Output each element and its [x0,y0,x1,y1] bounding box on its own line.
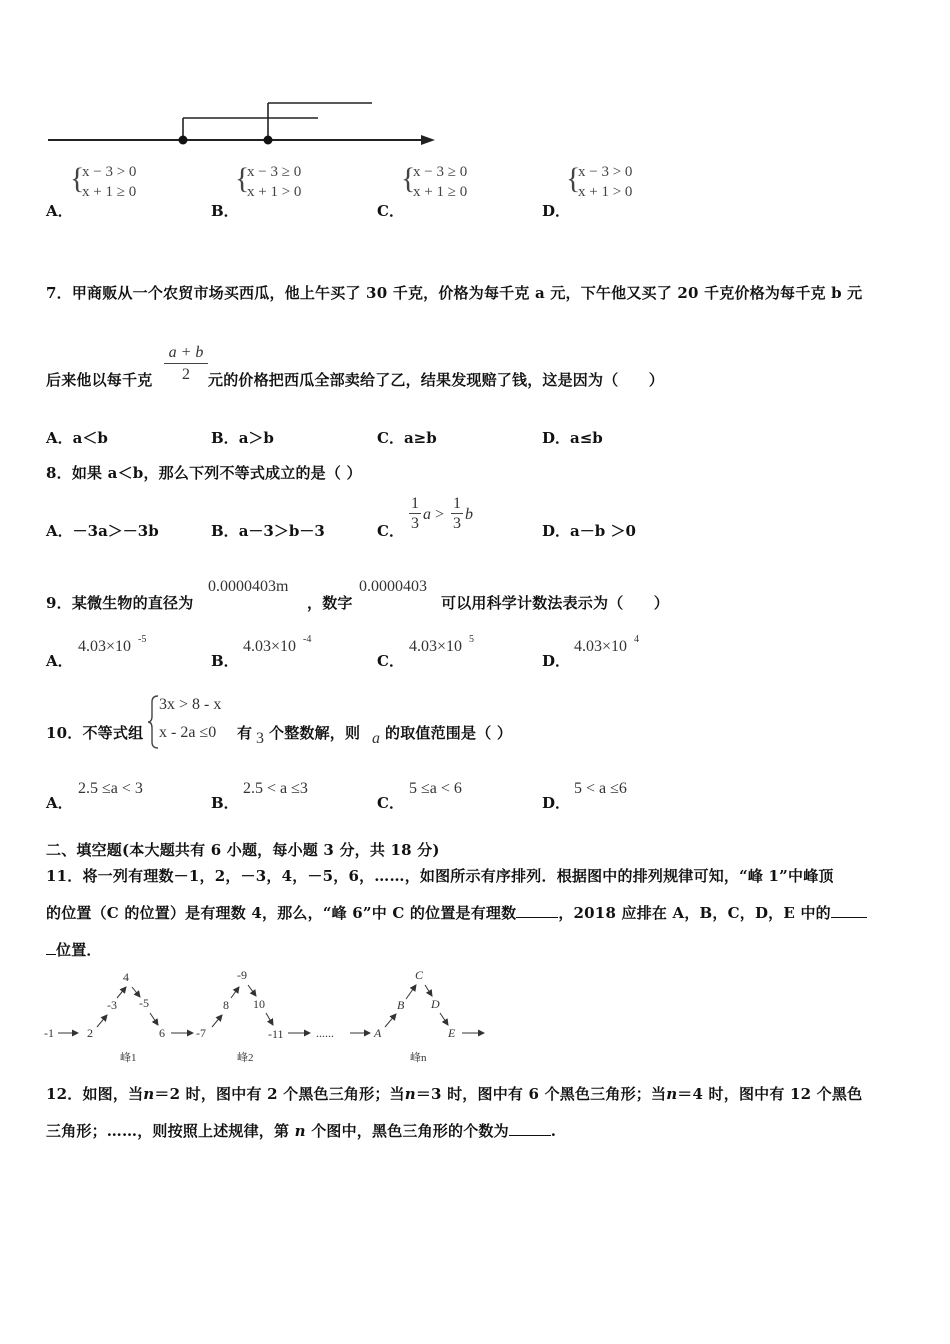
q7-option-b[interactable] [211,427,274,448]
peak-sequence-figure [40,965,490,1065]
seq-arrow [440,1013,448,1025]
q12-var-n: n [404,1085,416,1103]
q10-stem-pre: 10．不等式组 [46,724,144,742]
q9-stem-post: 可以用科学计数法表示为（ ） [441,594,670,612]
option-label: C． [377,522,404,540]
option-label: C． [377,652,404,670]
inequality-line-2: x + 1 ≥ 0 [413,184,468,200]
q12-text: ＝4 时，图中有 12 个黑色 [677,1085,863,1103]
q12-text: 个图中，黑色三角形的个数为 [311,1122,509,1140]
inequality-line-2: x + 1 ≥ 0 [82,184,137,200]
option-label: A． [46,794,73,812]
q10-stem-mid2: 个整数解，则 [269,724,361,742]
seq-arrow [231,987,239,998]
brace-icon: { [235,162,250,195]
option-text: a－b ＞0 [570,522,636,540]
option-label: C． [377,202,404,220]
q10-count: 3 [256,730,264,747]
option-label: B． [211,794,239,812]
q11-stem-line-1: 11．将一列有理数－1，2，－3，4，－5，6，……，如图所示有序排列．根据图中的排列规律可知，“峰 1”中峰顶 [46,867,834,885]
seq-num: -11 [268,1027,284,1041]
q12-text: ＝3 时，图中有 6 个黑色三角形；当 [415,1085,667,1103]
option-label: B． [211,429,239,447]
brace-icon: { [70,162,85,195]
option-math: 2.5 ≤a < 3 [78,780,143,797]
sci-base: 4.03×10 [574,638,628,655]
filled-point-right [264,136,273,145]
option-text: a≤b [570,429,603,447]
brace-icon: { [566,162,581,195]
brace-icon: { [401,162,416,195]
q10-var-a: a [372,730,380,747]
q8-option-c[interactable] [377,494,497,540]
seq-num: -1 [44,1026,54,1040]
seq-num: -3 [107,998,117,1012]
sci-base: 4.03×10 [78,638,132,655]
fraction-one-third-a [409,494,421,534]
var-a: a [423,506,431,523]
q12-text: 三角形；……，则按照上述规律，第 [46,1122,290,1140]
option-label: A． [46,202,73,220]
fraction-denominator: 2 [182,366,190,383]
seq-num: 6 [159,1026,165,1040]
option-math: 5 < a ≤6 [574,780,627,797]
option-label: D． [542,522,571,540]
q7-option-d[interactable] [542,427,603,448]
q8-option-d[interactable] [542,520,636,541]
seq-arrow [385,1014,396,1027]
q12-var-n: n [294,1122,306,1140]
option-text: －3a＞－3b [72,522,159,540]
fraction-numerator: 1 [411,495,419,512]
number-line-arrowhead [421,135,435,145]
answer-blank[interactable] [509,1135,551,1136]
option-label: C． [377,429,404,447]
option-label: A． [46,652,73,670]
q11-text-pre: 的位置（C 的位置）是有理数 4，那么，“峰 6”中 C 的位置是有理数 [46,904,517,922]
option-math: 2.5 < a ≤3 [243,780,308,797]
q8-stem: 8．如果 a＜b，那么下列不等式成立的是（ ） [46,464,362,482]
q12-stem-line-2 [46,1120,556,1141]
option-label: C． [377,794,404,812]
fraction-numerator: 1 [453,495,461,512]
answer-blank-2b[interactable] [46,954,56,955]
seq-arrow [248,985,256,996]
q8-option-b[interactable] [211,520,325,541]
greater-than-sign: > [435,506,445,523]
sci-exponent: -5 [138,634,147,645]
seq-num: 10 [253,997,265,1011]
q9-stem-pre: 9．某微生物的直径为 [46,594,194,612]
fraction-numerator: a + b [164,343,208,364]
option-label: B． [211,652,239,670]
option-text: a＜b [72,429,108,447]
inequality-line-1: x − 3 > 0 [82,164,137,180]
q7-stem-line-2-post: 元的价格把西瓜全部卖给了乙，结果发现赔了钱，这是因为（ ） [208,371,665,389]
q12-var-n: n [666,1085,678,1103]
q7-option-c[interactable] [377,427,437,448]
seq-letter: C [415,968,424,982]
option-text: a≥b [403,429,437,447]
fraction-denominator: 3 [411,515,419,532]
q10-stem-mid1: 有 [237,724,253,742]
sci-exponent: 5 [469,634,474,645]
seq-num: 4 [123,970,129,984]
option-text: a＞b [238,429,274,447]
option-label: B． [211,202,239,220]
option-label: A． [46,429,73,447]
seq-arrow [117,987,126,998]
sci-base: 4.03×10 [409,638,463,655]
seq-arrow [266,1013,273,1025]
option-label: D． [542,652,571,670]
q11-stem-line-3 [46,939,102,960]
q10-system-line-2: x - 2a ≤0 [159,724,217,741]
brace-icon [146,694,160,750]
section-title: 二、填空题(本大题共有 6 小题，每小题 3 分，共 18 分) [46,841,440,859]
var-b: b [465,506,473,523]
seq-num: 2 [87,1026,93,1040]
inequality-line-2: x + 1 > 0 [578,184,633,200]
q10-system-line-1: 3x > 8 - x [159,696,222,713]
seq-arrow [97,1015,107,1027]
inequality-line-1: x − 3 ≥ 0 [247,164,302,180]
sci-exponent: 4 [634,634,639,645]
inequality-line-1: x − 3 ≥ 0 [413,164,468,180]
fraction-denominator: 3 [453,515,461,532]
q7-option-a[interactable] [46,427,108,448]
q10-stem-post: 的取值范围是（ ） [385,724,513,742]
q12-text: ＝2 时，图中有 2 个黑色三角形；当 [154,1085,405,1103]
answer-blank-1[interactable] [516,917,558,918]
q12-text: . [550,1122,557,1140]
seq-letter: B [397,998,405,1012]
q7-fraction [164,343,208,386]
seq-arrow [425,985,432,996]
seq-num: -5 [139,996,149,1010]
sci-base: 4.03×10 [243,638,297,655]
seq-num: 8 [223,998,229,1012]
fraction-one-third-b [451,494,463,534]
q12-stem-line-1 [46,1083,862,1104]
seq-num: -9 [237,968,247,982]
sci-exponent: -4 [303,634,312,645]
peak-label: 峰2 [237,1052,254,1064]
q9-value-m: 0.0000403m [208,578,289,595]
q11-stem-line-2 [46,902,867,923]
option-label: B． [211,522,239,540]
q9-value: 0.0000403 [359,578,427,595]
option-text: a－3＞b－3 [238,522,325,540]
option-label: D． [542,202,571,220]
peak-label: 峰1 [120,1052,137,1064]
seq-arrow [150,1013,158,1025]
seq-dots: ...... [316,1026,334,1040]
q8-option-a[interactable] [46,520,159,541]
peak-label: 峰n [410,1052,427,1064]
q9-stem-mid: ，数字 [307,594,353,612]
seq-letter: E [448,1026,456,1040]
option-label: A． [46,522,73,540]
q7-stem-line-2-pre: 后来他以每千克 [46,371,153,389]
seq-arrow [406,985,416,999]
option-math: 5 ≤a < 6 [409,780,462,797]
inequality-line-2: x + 1 > 0 [247,184,302,200]
inequality-line-1: x − 3 > 0 [578,164,633,180]
option-label: D． [542,429,571,447]
q11-text-mid: ，2018 应排在 A，B，C，D，E 中的 [558,904,831,922]
q12-var-n: n [143,1085,155,1103]
seq-arrow [212,1015,222,1027]
seq-letter: A [374,1026,382,1040]
number-line-figure [40,95,450,155]
answer-blank-2a[interactable] [831,917,867,918]
q7-stem-line-1: 7．甲商贩从一个农贸市场买西瓜，他上午买了 30 千克，价格为每千克 a 元，下午他又买了 20 千克价格为每千克 b 元 [46,284,863,302]
q11-text-post: 位置． [56,941,102,959]
q12-text: 12．如图，当 [46,1085,144,1103]
filled-point-left [179,136,188,145]
seq-letter: D [431,997,440,1011]
option-label: D． [542,794,571,812]
seq-num: -7 [196,1026,206,1040]
